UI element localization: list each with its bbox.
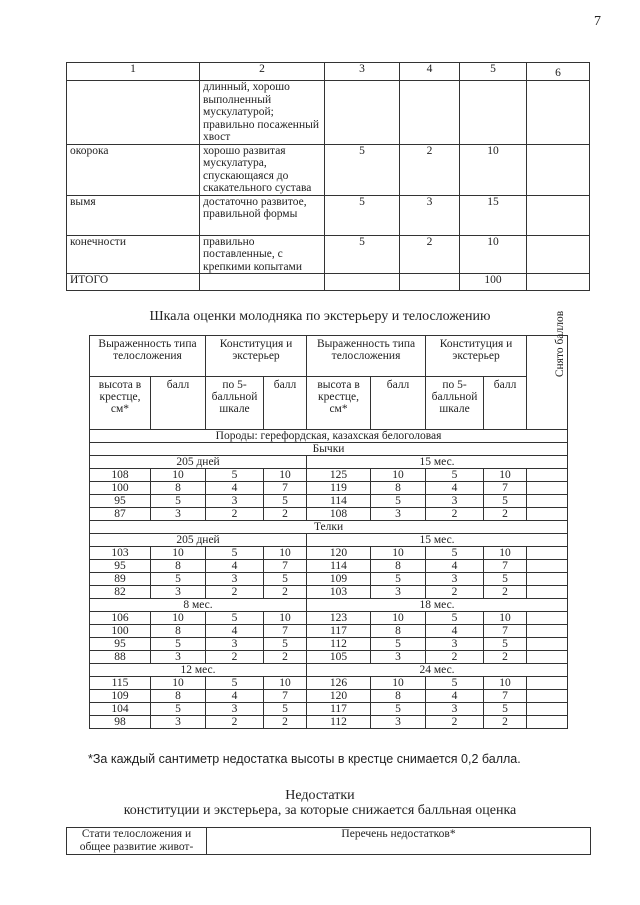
table-cell: 3: [151, 716, 206, 729]
removed-points-cell: [527, 547, 568, 560]
table-cell: 104: [90, 703, 151, 716]
table-cell: 4: [426, 690, 484, 703]
table-cell: 7: [484, 560, 527, 573]
table-cell: 3: [206, 638, 264, 651]
table-cell: 95: [90, 560, 151, 573]
table-cell: 126: [307, 677, 371, 690]
page-number: 7: [594, 14, 601, 29]
trait-cell: вымя: [67, 195, 200, 235]
value-cell: 2: [400, 235, 460, 274]
table-cell: 95: [90, 638, 151, 651]
table-cell: 2: [484, 651, 527, 664]
breeds-row: [90, 430, 568, 443]
table-cell: 82: [90, 586, 151, 599]
table-cell: 120: [307, 690, 371, 703]
table-cell: 87: [90, 508, 151, 521]
value-cell: [460, 81, 527, 145]
value-cell: [527, 235, 590, 274]
table-header-row: [67, 63, 590, 81]
total-row: [67, 274, 590, 291]
table-cell: 10: [484, 677, 527, 690]
table-row: [90, 625, 568, 638]
description-cell: длинный, хорошо выполненный мускулатурой; правильно посаженный хвост: [200, 81, 325, 145]
age-label: 15 мес.: [307, 534, 568, 547]
table-cell: 3: [151, 508, 206, 521]
defects-title: [0, 788, 640, 818]
table-cell: 8: [151, 482, 206, 495]
subheader-cell: по 5-балльной шкале: [206, 377, 264, 430]
age-row: [90, 534, 568, 547]
table-cell: 10: [371, 469, 426, 482]
footnote: *За каждый сантиметр недостатка высоты в крестце снимается 0,2 балла.: [88, 752, 521, 766]
age-label: 15 мес.: [307, 456, 568, 469]
table-cell: 5: [151, 703, 206, 716]
table-cell: 3: [371, 508, 426, 521]
table-cell: 108: [90, 469, 151, 482]
table-cell: 3: [426, 703, 484, 716]
table-cell: 114: [307, 560, 371, 573]
subheader-cell: по 5-балльной шкале: [426, 377, 484, 430]
removed-points-cell: [527, 690, 568, 703]
table-cell: 5: [484, 495, 527, 508]
removed-points-cell: [527, 703, 568, 716]
value-cell: 3: [400, 195, 460, 235]
table-cell: 5: [371, 495, 426, 508]
table-cell: 7: [484, 690, 527, 703]
sex-label: Бычки: [90, 443, 568, 456]
removed-points-cell: [527, 495, 568, 508]
table-cell: 5: [484, 573, 527, 586]
table-cell: 4: [426, 560, 484, 573]
table-cell: 114: [307, 495, 371, 508]
table-cell: 3: [206, 703, 264, 716]
trait-cell: конечности: [67, 235, 200, 274]
trait-cell: [67, 81, 200, 145]
table-cell: 10: [371, 547, 426, 560]
table-cell: 7: [484, 625, 527, 638]
table-row: [90, 573, 568, 586]
table-cell: 103: [90, 547, 151, 560]
table-cell: 5: [426, 469, 484, 482]
table-cell: 125: [307, 469, 371, 482]
removed-points-cell: [527, 651, 568, 664]
age-label: 12 мес.: [90, 664, 307, 677]
table-cell: 115: [90, 677, 151, 690]
table-cell: 2: [206, 651, 264, 664]
value-cell: [527, 144, 590, 195]
value-cell: 2: [400, 144, 460, 195]
value-cell: 15: [460, 195, 527, 235]
table-row: [90, 612, 568, 625]
header-cell: Конституция и экстерьер: [426, 336, 527, 377]
header-cell: 5: [460, 63, 527, 81]
table-cell: 5: [206, 677, 264, 690]
table-cell: 100: [90, 482, 151, 495]
table-cell: 8: [371, 560, 426, 573]
table-cell: 3: [371, 586, 426, 599]
table-cell: 3: [426, 495, 484, 508]
table-cell: 89: [90, 573, 151, 586]
table-cell: 103: [307, 586, 371, 599]
table-row: [67, 144, 590, 195]
table-header-row: [67, 828, 591, 855]
table-cell: 5: [151, 638, 206, 651]
table-cell: 7: [264, 560, 307, 573]
table-cell: 8: [151, 625, 206, 638]
table-cell: 109: [90, 690, 151, 703]
table-cell: 105: [307, 651, 371, 664]
age-row: [90, 599, 568, 612]
table-cell: 10: [151, 612, 206, 625]
total-label: ИТОГО: [67, 274, 200, 291]
age-label: 205 дней: [90, 534, 307, 547]
defects-title-line-2: конституции и экстерьера, за которые снижается балльная оценка: [123, 803, 517, 818]
scale-title: Шкала оценки молодняка по экстерьеру и телосложению: [149, 309, 491, 324]
table-cell: 10: [264, 469, 307, 482]
table-cell: 3: [151, 586, 206, 599]
table-cell: 3: [426, 573, 484, 586]
age-row: [90, 456, 568, 469]
table-row: [90, 703, 568, 716]
total-value: 100: [460, 274, 527, 291]
table-row: [90, 547, 568, 560]
header-cell: Конституция и экстерьер: [206, 336, 307, 377]
table-row: [90, 586, 568, 599]
age-label: 18 мес.: [307, 599, 568, 612]
subheader-cell: высота в крестце, см*: [307, 377, 371, 430]
removed-points-cell: [527, 469, 568, 482]
table-cell: 119: [307, 482, 371, 495]
removed-points-cell: [527, 508, 568, 521]
table-cell: 10: [264, 677, 307, 690]
table-cell: 7: [484, 482, 527, 495]
description-cell: достаточно развитое, правильной формы: [200, 195, 325, 235]
removed-points-cell: [527, 612, 568, 625]
table-cell: 88: [90, 651, 151, 664]
value-cell: 10: [460, 144, 527, 195]
description-cell: хорошо развитая мускулатура, спускающаяся до скакательного сустава: [200, 144, 325, 195]
table-row: [67, 81, 590, 145]
removed-points-cell: [527, 560, 568, 573]
table-cell: 5: [264, 495, 307, 508]
header-cell: Выраженность типа телосложения: [90, 336, 206, 377]
table-cell: 5: [151, 495, 206, 508]
table-cell: 5: [371, 703, 426, 716]
table-cell: 10: [151, 677, 206, 690]
subheader-cell: высота в крестце, см*: [90, 377, 151, 430]
table-row: [90, 638, 568, 651]
table-cell: 3: [206, 573, 264, 586]
table-cell: 2: [426, 651, 484, 664]
header-cell: 3: [325, 63, 400, 81]
table-cell: 2: [426, 508, 484, 521]
table-cell: 5: [484, 638, 527, 651]
table-cell: 10: [484, 547, 527, 560]
table-cell: 5: [206, 612, 264, 625]
table-cell: 5: [206, 547, 264, 560]
removed-points-cell: [527, 573, 568, 586]
table-cell: 5: [484, 703, 527, 716]
table-cell: 100: [90, 625, 151, 638]
table-cell: 10: [371, 612, 426, 625]
table-row: [90, 651, 568, 664]
header-cell: Перечень недостатков*: [207, 828, 591, 855]
table-cell: 4: [206, 482, 264, 495]
table-cell: 8: [151, 560, 206, 573]
header-cell: 2: [200, 63, 325, 81]
table-cell: 5: [426, 677, 484, 690]
table-cell: 5: [426, 612, 484, 625]
header-cell-removed-points: [527, 310, 568, 430]
table-cell: 5: [371, 573, 426, 586]
table-cell: 5: [264, 573, 307, 586]
table-cell: 10: [264, 547, 307, 560]
table-cell: 109: [307, 573, 371, 586]
removed-points-cell: [527, 482, 568, 495]
table-header-row: [90, 336, 568, 377]
age-label: 205 дней: [90, 456, 307, 469]
description-cell: правильно поставленные, с крепкими копытами: [200, 235, 325, 274]
table-cell: 4: [206, 625, 264, 638]
table-cell: 112: [307, 716, 371, 729]
table-cell: 2: [426, 586, 484, 599]
value-cell: 5: [325, 195, 400, 235]
table-cell: 7: [264, 482, 307, 495]
value-cell: 5: [325, 144, 400, 195]
value-cell: [325, 274, 400, 291]
table-cell: 2: [484, 586, 527, 599]
table-cell: 117: [307, 703, 371, 716]
table-row: [90, 716, 568, 729]
value-cell: [527, 81, 590, 145]
table-cell: 5: [151, 573, 206, 586]
table-cell: 3: [371, 651, 426, 664]
age-row: [90, 664, 568, 677]
subheader-cell: балл: [371, 377, 426, 430]
sex-label-row: [90, 521, 568, 534]
table-cell: 5: [206, 469, 264, 482]
table-cell: 120: [307, 547, 371, 560]
table-cell: 10: [484, 612, 527, 625]
table-row: [90, 508, 568, 521]
table-cell: 2: [264, 586, 307, 599]
table-cell: 3: [206, 495, 264, 508]
table-cell: 10: [371, 677, 426, 690]
value-cell: [400, 274, 460, 291]
table-cell: 117: [307, 625, 371, 638]
table-cell: 95: [90, 495, 151, 508]
removed-points-cell: [527, 625, 568, 638]
table-cell: 2: [484, 716, 527, 729]
table-cell: 2: [264, 716, 307, 729]
table-cell: 7: [264, 690, 307, 703]
table-cell: 112: [307, 638, 371, 651]
value-cell: [325, 81, 400, 145]
table-cell: 10: [264, 612, 307, 625]
table-cell: 3: [371, 716, 426, 729]
table-cell: 5: [264, 638, 307, 651]
defects-table: [66, 827, 591, 855]
table-row: [90, 482, 568, 495]
table-cell: 4: [206, 560, 264, 573]
description-cell: [200, 274, 325, 291]
table-cell: 7: [264, 625, 307, 638]
table-cell: 98: [90, 716, 151, 729]
age-label: 24 мес.: [307, 664, 568, 677]
table-cell: 5: [426, 547, 484, 560]
table-cell: 8: [371, 482, 426, 495]
table-cell: 4: [206, 690, 264, 703]
table-row: [90, 469, 568, 482]
table-cell: 8: [151, 690, 206, 703]
defects-title-line-1: Недостатки: [285, 788, 355, 803]
table-row: [67, 235, 590, 274]
table-cell: 2: [206, 716, 264, 729]
table-row: [90, 690, 568, 703]
header-cell: 6: [527, 63, 590, 81]
vertical-header-text: Снято баллов: [554, 310, 567, 378]
value-cell: [527, 274, 590, 291]
table-cell: 5: [371, 638, 426, 651]
table-row: [90, 560, 568, 573]
value-cell: 5: [325, 235, 400, 274]
header-cell: 1: [67, 63, 200, 81]
table-cell: 2: [206, 508, 264, 521]
table-cell: 8: [371, 690, 426, 703]
trait-cell: окорока: [67, 144, 200, 195]
table-cell: 5: [264, 703, 307, 716]
table-cell: 10: [151, 469, 206, 482]
removed-points-cell: [527, 638, 568, 651]
table-cell: 4: [426, 482, 484, 495]
table-cell: 8: [371, 625, 426, 638]
table-cell: 2: [206, 586, 264, 599]
subheader-cell: балл: [151, 377, 206, 430]
table-row: [90, 677, 568, 690]
subheader-cell: балл: [484, 377, 527, 430]
value-cell: [400, 81, 460, 145]
removed-points-cell: [527, 677, 568, 690]
table-cell: 2: [426, 716, 484, 729]
sex-label-row: [90, 443, 568, 456]
exterior-score-table: [66, 62, 590, 291]
header-cell: Выраженность типа телосложения: [307, 336, 426, 377]
table-cell: 108: [307, 508, 371, 521]
table-cell: 4: [426, 625, 484, 638]
table-row: [90, 495, 568, 508]
table-cell: 10: [151, 547, 206, 560]
table-cell: 2: [264, 508, 307, 521]
subheader-cell: балл: [264, 377, 307, 430]
value-cell: 10: [460, 235, 527, 274]
sex-label: Телки: [90, 521, 568, 534]
table-cell: 2: [484, 508, 527, 521]
table-cell: 3: [426, 638, 484, 651]
table-cell: 10: [484, 469, 527, 482]
removed-points-cell: [527, 586, 568, 599]
table-cell: 106: [90, 612, 151, 625]
table-cell: 2: [264, 651, 307, 664]
table-subheader-row: [90, 377, 568, 430]
header-cell: 4: [400, 63, 460, 81]
header-cell: Стати телосложения и общее развитие живот-: [67, 828, 207, 855]
breeds-label: Породы: герефордская, казахская белоголовая: [90, 430, 568, 443]
removed-points-cell: [527, 716, 568, 729]
table-cell: 123: [307, 612, 371, 625]
value-cell: [527, 195, 590, 235]
table-row: [67, 195, 590, 235]
age-label: 8 мес.: [90, 599, 307, 612]
table-cell: 3: [151, 651, 206, 664]
